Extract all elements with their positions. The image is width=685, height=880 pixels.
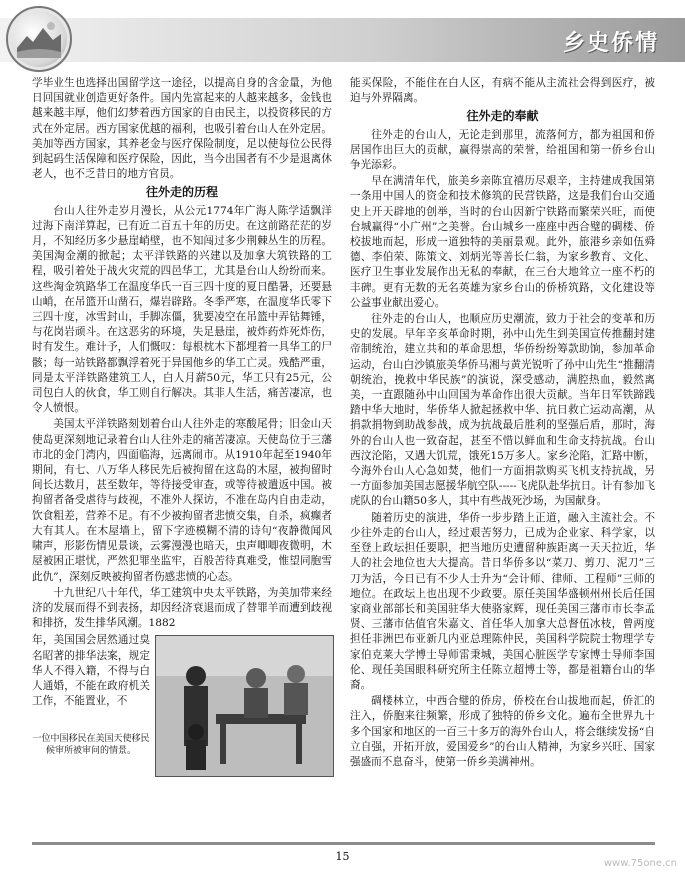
- contribution-paragraph-2: 早在满清年代，旅美乡亲陈宜禧历尽艰辛，主持建成我国第一条用中国人的资金和技术修筑的民营铁路，这是我们台山交通史上开天辟地的创举，当时的台山因新宁铁路而繁荣兴旺，而使台城赢得“小广州”之美誉。台山城乡一座座中西合璧的碉楼、侨校拔地而起，形成一道独特的美丽景观。此外，旅港乡亲如伍舜德、李伯荣、陈策文、刘炳光等善长仁翁，为家乡教育、文化、医疗卫生事业发展作出无私的奉献，在三台大地耸立一座不朽的丰碑。更有无数的无名英雄为家乡台山的侨桥筑路，文化建设等公益事业献出爱心。: [350, 175, 655, 309]
- header-banner: [0, 0, 685, 72]
- right-column: [350, 76, 655, 771]
- history-paragraph-3-continued: 年，美国国会居然通过臭名昭著的排华法案，规定华人不得入籍，不得与白人通婚，不能在政府机关工作，不能置业，不: [32, 634, 150, 708]
- page-number: 15: [335, 850, 350, 863]
- history-paragraph-1: 台山人往外走岁月漫长，从公元1774年广海人陈学适飘洋过海下南洋算起，已有近二百五十年的历史。在这前路茫茫的岁月，不知经历多少悬崖峭壁，也不知闯过多少荆棘丛生的历程。美国淘金潮的掀起；太平洋铁路的兴建以及加拿大筑铁路的工程，吸引着处于战火灾荒的四邑华工，尤其是台山人纷纷而来。这些淘金筑路华工在温度华氏一百三四十度的夏日酷暑，还要悬山峭，在吊篮开山凿石，爆岩辟路。冬季严寒，在温度华氏零下三四十度，冰雪封山，手脚冻僵，犹要凌空在吊篮中弄钻舞锤，与花岗岩顽斗。在这恶劣的环境，失足悬崖，被炸药炸死炸伤，时有发生。难计予，人们慨叹：每根枕木下都埋着一具华工的尸骸；每一站铁路都飘浮着死于异国他乡的华工亡灵。残酷严重，同是太平洋铁路建筑工人，白人月薪50元，华工只有25元，公司包白人的伙食，华工则自行解决。其非人生活，痛苦凄凉，也令人愤恨。: [32, 204, 332, 415]
- interrogation-photo: [155, 635, 334, 777]
- history-paragraph-3: 十九世纪八十年代，华工建筑中央太平铁路，为美加带来经济的发展而得不到表扬，却因经济衰退而成了替罪羊而遭到歧视和排挤，发生排华风潮。1882: [32, 586, 332, 630]
- landscape-medallion-icon: [6, 6, 72, 72]
- heading-history: 往外走的历程: [145, 185, 218, 200]
- left-intro-paragraph: 学毕业生也选择出国留学这一途径，以提高自身的含金量，为他日回国就业创造更好条件。国内先富起来的人越来越多，金钱也越来越丰厚，他们幻梦着西方国家的自由民主，以投资移民的方式在外定居。西方国家优越的福利，也吸引着台山人在外定居。美加等西方国家，其养老金与医疗保险制度，足以使每位公民得到起码生活保障和医疗保险，因此，当今出国者有不少是退离休老人，也不乏昔日的地方官员。: [32, 77, 332, 181]
- site-watermark: www.75one.cn: [603, 858, 677, 869]
- history-paragraph-2: 美国太平洋铁路刻划着台山人往外走的寒酸尾骨；旧金山天使岛更深刻地记录着台山人往外走的痛苦凄凉。天使岛位于三藩市北的金门湾内，四面临海，远离闹市。从1910年起至1940年期间，有七、八万华人移民先后被拘留在这岛的木屋，被拘留时间长达数月，甚至数年，等待接受审查，或等待被遣返中国。被拘留者备受虐待与歧视，不准外人探访，不准在岛内自由走动，饮食粗差，营养不足。有不少被拘留者悲愤交集，自杀，疯癫者大有其人。在木屋墙上，留下字迹模糊不清的诗句“夜静微闻风啸声，形影伤情见景谈，云雾漫漫也暗天，虫声唧唧夜微明，木屋被困正堪忧，严然犯罪坐监牢，百般苦待真难受，惟望同胞雪此仇”，深刻反映被拘留者伤感悲愤的心态。: [32, 418, 332, 583]
- left-column: [32, 76, 332, 779]
- section-title: 乡史侨情: [562, 31, 659, 56]
- right-intro-paragraph: 能买保险，不能住在白人区，有病不能从主流社会得到医疗，被迫与外界隔离。: [350, 77, 655, 105]
- contribution-paragraph-5: 碉楼林立，中西合璧的侨房，侨校在台山拔地而起，侨汇的注入，侨胞来往频繁，形成了独特的侨乡文化。遍布全世界九十多个国家和地区的一百三十多万的海外台山人，将会继续发扬“自立自强，开拓开放，爱国爱乡”的台山人精神，为家乡兴旺、国家强盛而不息奋斗，使第一侨乡美满神州。: [350, 695, 655, 768]
- heading-contribution: 往外走的奉献: [466, 109, 539, 124]
- photo-block: [32, 633, 332, 779]
- contribution-paragraph-4: 随着历史的演进，华侨一步步踏上正道，融入主流社会。不少往外走的台山人，经过艰苦努力，已成为企业家、科学家，以至登上政坛担任要职，把当地历史遭留种族距离一天天拉近，华人的社会地位也大大提高。昔日华侨多以“菜刀、剪刀、泥刀”三刀为活，今日已有不少人士升为“会计师、律师、工程师”三师的地位。在政坛上也出现不少政要。原任美国华盛顿州州长后任国家商业部部长和美国驻华大使骆家辉，现任美国三藩市市长李孟贤、三藩市估值官朱嘉文、首任华人加拿大总督伍冰枝，曾两度担任非洲巴布亚新几内亚总理陈仲民，美国科学院院士物理学专家伯克莱大学博士导师雷秉城，美国心脏医学专家博士导师李国伦、现任美国眼科研究所主任陈立超博士等，都是祖籍台山的华裔。: [350, 511, 655, 691]
- photo-caption: 一位中国移民在美国天使移民候审所被审问的情景。: [32, 734, 150, 757]
- footer-rule: [32, 842, 655, 845]
- contribution-paragraph-1: 往外走的台山人，无论走到那里，流落何方，都为祖国和侨居国作出巨大的贡献，赢得崇高的荣誉，给祖国和第一侨乡台山争光添彩。: [350, 128, 655, 172]
- contribution-paragraph-3: 往外走的台山人，也顺应历史潮流，致力于社会的变革和历史的发展。早年辛亥革命时期，孙中山先生到美国宣传推翻封建帝制统治，建立共和的革命思想，华侨纷纷筹款助饷，参加革命运动，台山白沙镇旅美华侨马湘与黄光锐听了孙中山先生“推翻清朝统治，挽救中华民族”的演说，深受感动，满腔热血，毅然离美，一直跟随孙中山回国为革命作出很大贡献。当年日军铁蹄践踏中华大地时，华侨华人掀起拯救中华、抗日救亡运动高潮，从捐款捐物到助战参战，成为抗战最后胜利的坚强后盾，那时，海外的台山人也一致奋起，甚至不惜以鲜血和生命支持抗战。台山西汶沦陷，又遇大饥荒，饿死15万多人。家乡沦陷，汇路中断，今海外台山人心急如焚，他们一方面捐款购买飞机支持抗战，另一方面参加美国志愿援华航空队-----飞虎队赴华抗日。计有参加飞虎队的台山籍50多人，其中有些战死沙场，为国献身。: [350, 313, 655, 508]
